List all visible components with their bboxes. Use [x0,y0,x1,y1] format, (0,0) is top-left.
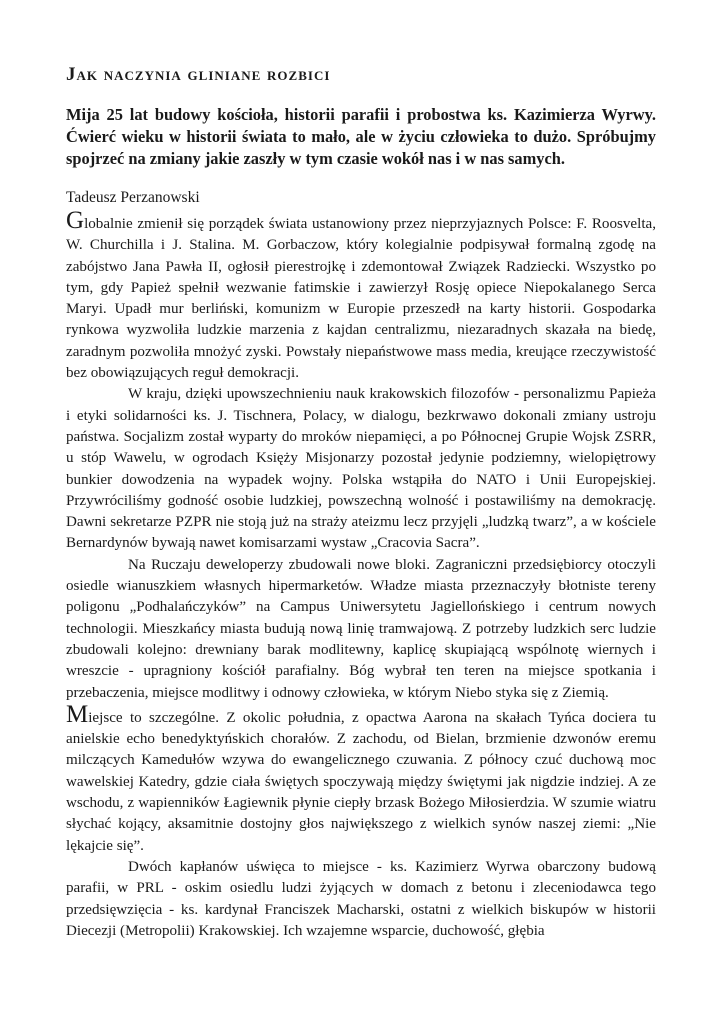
initial-letter: G [66,207,85,234]
paragraph-4 [66,700,656,857]
initial-letter: M [66,700,89,728]
article-body [66,207,656,942]
paragraph-text: iejsce to szczególne. Z okolic południa, z opactwa Aarona na skałach Tyńca dociera tu anielskie echo benedyktyńskich chorałów. Z zachodu, od Bielan, brzmienie dzwonów eremu milczących Kamedułów wzywa do ewangelicznego czuwania. Z północy czuć duchową moc wawelskiej Katedry, gdzie ciała świętych spoczywają między świętymi jak nigdzie indziej. A ze wschodu, z wapienników Łagiewnik płynie ciepły brzask Bożego Miłosierdzia. W szumie wiatru słychać kojący, aksamitnie dostojny głos największego z wielkich synów naszej ziemi: „Nie lękajcie się”. [66,709,656,854]
paragraph-1 [66,207,656,384]
paragraph-text: lobalnie zmienił się porządek świata ustanowiony przez nieprzyjaznych Polsce: F. Roosvelta, W. Churchilla i J. Stalina. M. Gorbaczow, który kolegialnie podpisywał formalną zgodę na zabójstwo Jana Pawła II, ogłosił pierestrojkę i zdemontował Związek Radziecki. Wszystko po tym, gdy Papież spełnił wezwanie fatimskie i zawierzył Rosję opiece Niepokalanego Serca Maryi. Upadł mur berliński, komunizm w Europie przeszedł na karty historii. Gospodarka rynkowa wyzwoliła ludzkie marzenia z kajdan centralizmu, niezaradnych skazała na biedę, zaradnym pozwoliła mnożyć zyski. Powstały niepaństwowe mass media, kreujące rzeczywistość bez obowiązujących reguł demokracji. [66,216,656,382]
article-author: Tadeusz Perzanowski [66,189,200,206]
paragraph-5: Dwóch kapłanów uświęca to miejsce - ks. Kazimierz Wyrwa obarczony budową parafii, w PRL - oskim osiedlu ludzi żyjących w domach z betonu i zleceniodawca tego przedsięwzięcia - ks. kardynał Franciszek Macharski, ostatni z wielkich biskupów w historii Diecezji (Metropolii) Krakowskiej. Ich wzajemne wsparcie, duchowość, głębia [66,858,656,939]
article-title: Jak naczynia gliniane rozbici [66,64,331,85]
article-lead: Mija 25 lat budowy kościoła, historii parafii i probostwa ks. Kazimierza Wyrwy. Ćwierć wieku w historii świata to mało, ale w życiu człowieka to dużo. Spróbujmy spojrzeć na zmiany jakie zaszły w tym czasie wokół nas i w nas samych. [66,105,656,168]
paragraph-2: W kraju, dzięki upowszechnieniu nauk krakowskich filozofów - personalizmu Papieża i etyki solidarności ks. J. Tischnera, Polacy, w dialogu, bezkrwawo dokonali zmiany ustroju państwa. Socjalizm został wyparty do mroków niepamięci, a po Północnej Grupie Wojsk ZSRR, u stóp Wawelu, w ogrodach Księży Misjonarzy pozostał jedynie podziemny, wielopiętrowy bunkier dowodzenia na wypadek wojny. Polska wstąpiła do NATO i Unii Europejskiej. Przywróciliśmy godność osobie ludzkiej, powszechną wolność i postawiliśmy na demokrację. Dawni sekretarze PZPR nie stoją już na straży ateizmu lecz przyjęli „ludzką twarz”, a w kościele Bernardynów bywają nawet komisarzami wystaw „Cracovia Sacra”. [66,386,656,552]
paragraph-3: Na Ruczaju deweloperzy zbudowali nowe bloki. Zagraniczni przedsiębiorcy otoczyli osiedle wianuszkiem własnych hipermarketów. Władze miasta przeznaczyły błotniste tereny poligonu „Podhalańczyków” na Campus Uniwersytetu Jagiellońskiego i centrum nowych technologii. Mieszkańcy miasta budują nową linię tramwajową. Z potrzeby ludzkich serc ludzie zbudowali kolejno: drewniany barak modlitewny, kaplicę skupiającą wspólnotę wiernych i wreszcie - upragniony kościół parafialny. Bóg wybrał ten teren na miejsce spotkania i przebaczenia, miejsce modlitwy i odnowy człowieka, w którym Niebo styka się z Ziemią. [66,556,656,701]
